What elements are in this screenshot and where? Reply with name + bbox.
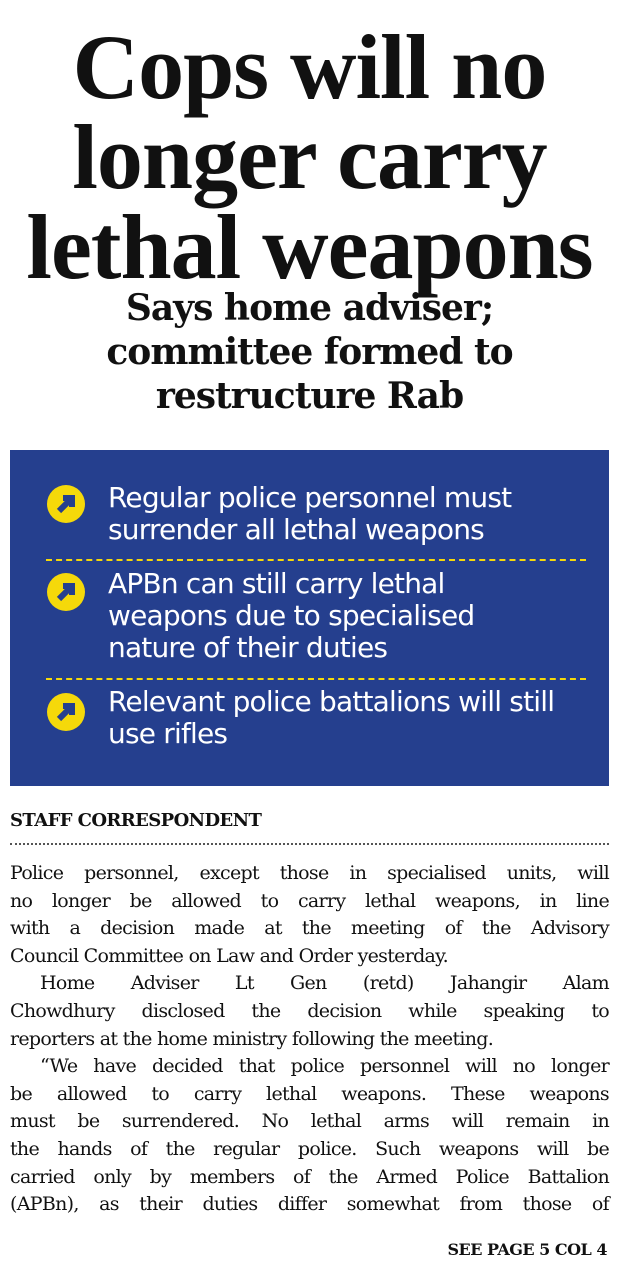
body-line: the hands of the regular police. Such weapons will be	[10, 1137, 609, 1160]
body-line: (APBn), as their duties differ somewhat from those of	[10, 1193, 609, 1216]
body-line: “We have decided that police personnel will no longer	[40, 1055, 609, 1078]
highlight-line: Relevant police battalions will still	[108, 685, 555, 718]
highlight-line: use rifles	[108, 717, 228, 750]
headline-line: lethal weapons	[26, 196, 593, 298]
body-line: with a decision made at the meeting of the Advisory	[10, 917, 609, 940]
highlight-line: surrender all lethal weapons	[108, 513, 484, 546]
body-line: Police personnel, except those in specialised units, will	[10, 862, 609, 884]
body-line: no longer be allowed to carry lethal weapons, in line	[10, 889, 609, 912]
highlight-line: nature of their duties	[108, 631, 388, 664]
headline	[0, 16, 619, 298]
highlight-line: Regular police personnel must	[108, 481, 512, 514]
arrow-up-right-circle-icon	[46, 572, 86, 612]
body-line: Home Adviser Lt Gen (retd) Jahangir Alam	[40, 972, 609, 995]
arrow-up-right-circle-icon	[46, 484, 86, 524]
body-line: Chowdhury disclosed the decision while speaking to	[10, 999, 609, 1022]
article-body	[10, 860, 609, 1219]
subheadline-line: committee formed to	[106, 331, 513, 373]
highlight-text	[108, 482, 598, 546]
body-line: reporters at the home ministry following the meeting.	[10, 1027, 494, 1050]
continuation-note[interactable]: SEE PAGE 5 COL 4	[447, 1240, 607, 1259]
subheadline-line: Says home adviser;	[125, 287, 494, 329]
body-line: be allowed to carry lethal weapons. These weapons	[10, 1082, 609, 1105]
body-line: must be surrendered. No lethal arms will remain in	[10, 1110, 609, 1133]
highlight-text	[108, 686, 598, 750]
headline-line: Cops will no	[72, 16, 547, 118]
byline: STAFF CORRESPONDENT	[10, 810, 262, 831]
subheadline	[0, 286, 619, 418]
dashed-divider	[46, 678, 586, 680]
dotted-divider	[10, 843, 609, 845]
subheadline-line: restructure Rab	[155, 375, 464, 417]
arrow-up-right-circle-icon	[46, 692, 86, 732]
headline-line: longer carry	[72, 106, 547, 208]
body-line: Council Committee on Law and Order yesterday.	[10, 944, 449, 967]
highlight-line: weapons due to specialised	[108, 599, 475, 632]
highlights-box	[10, 450, 609, 786]
highlight-text	[108, 568, 598, 664]
highlight-line: APBn can still carry lethal	[108, 567, 445, 600]
body-line: carried only by members of the Armed Police Battalion	[10, 1165, 609, 1188]
dashed-divider	[46, 559, 586, 561]
